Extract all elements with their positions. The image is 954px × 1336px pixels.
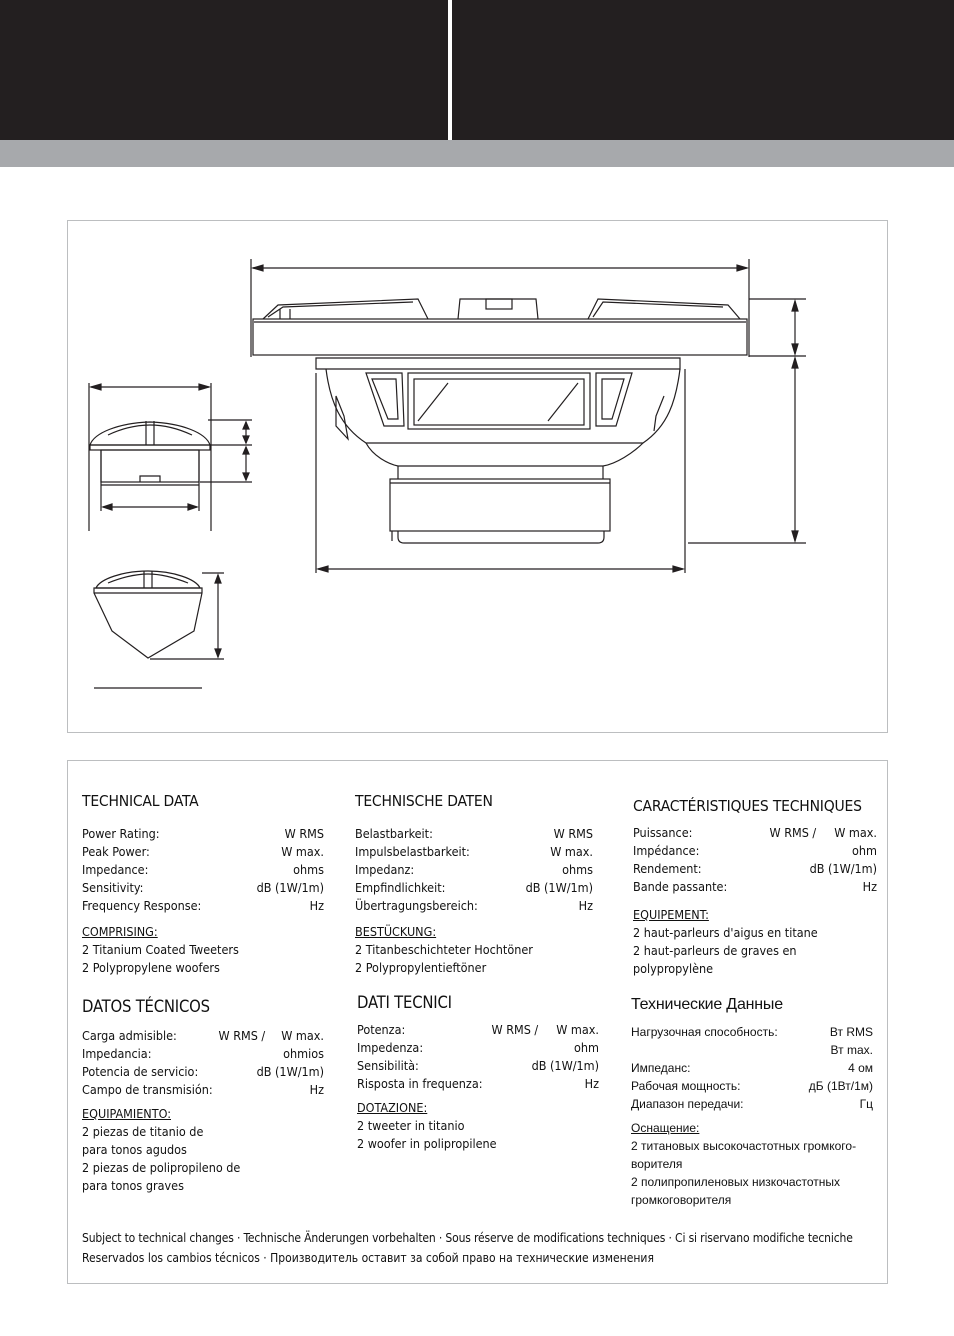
section-italian (357, 993, 599, 1153)
list-item: 2 tweeter in titanio (357, 1118, 465, 1133)
spec-row: Impedenza: ohm (357, 1040, 599, 1055)
comprising-heading: COMPRISING: (82, 924, 158, 939)
woofer-clip-left (336, 396, 348, 439)
comprising-heading: EQUIPAMIENTO: (82, 1106, 171, 1121)
spec-row: Risposta in frequenza: Hz (357, 1076, 599, 1091)
legal-footer (82, 1228, 877, 1268)
spec-row: Диапазон передачи: Гц (631, 1097, 873, 1111)
header-band (0, 140, 954, 167)
section-title: CARACTÉRISTIQUES TECHNIQUES (633, 797, 862, 815)
section-title: DATOS TÉCNICOS (82, 997, 210, 1016)
list-item: 2 Polypropylene woofers (82, 960, 220, 975)
woofer-top-ring (316, 358, 680, 369)
spec-row: Impédance: ohm (633, 843, 877, 858)
section-title: TECHNISCHE DATEN (355, 792, 493, 810)
dimension-drawing-panel (67, 220, 888, 733)
footer-line: Subject to technical changes · Technische Änderungen vorbehalten · Sous réserve de modifications techniques · Ci si riservano modifiche tecniche (82, 1231, 853, 1245)
tweeter-surface-housing (94, 588, 202, 658)
list-item: громкоговорителя (631, 1193, 732, 1207)
comprising-heading: BESTÜCKUNG: (355, 924, 437, 939)
spec-row: Impulsbelastbarkeit: W max. (355, 844, 593, 859)
speaker-dimension-drawing (68, 221, 887, 732)
list-item: para tonos agudos (82, 1142, 187, 1157)
list-item: 2 Polypropylentieftöner (355, 960, 487, 975)
section-title: Технические Данные (631, 996, 783, 1013)
spec-row: Puissance: W RMS / W max. (633, 825, 877, 840)
spec-row: Power Rating: W RMS (82, 826, 324, 841)
woofer-frame (253, 319, 747, 355)
list-item: 2 полипропиленовых низкочастотных (631, 1175, 841, 1189)
list-item: 2 Titanium Coated Tweeters (82, 942, 239, 957)
technical-data-panel (67, 760, 888, 1284)
spec-row: Campo de transmisión: Hz (82, 1082, 324, 1097)
spec-row: Potencia de servicio: dB (1W/1m) (82, 1064, 324, 1079)
comprising-heading: EQUIPEMENT: (633, 907, 709, 922)
spec-row: Bande passante: Hz (633, 879, 877, 894)
header-block-left (0, 0, 448, 140)
spec-row: Impedanz: ohms (355, 862, 593, 877)
section-russian (631, 995, 873, 1209)
spec-row: Belastbarkeit: W RMS (355, 826, 593, 841)
spec-row: Impedancia: ohmios (82, 1046, 324, 1061)
spec-row: Sensibilità: dB (1W/1m) (357, 1058, 599, 1073)
section-title: TECHNICAL DATA (82, 792, 199, 810)
footer-line: Reservados los cambios técnicos · Производитель оставит за собой право на технические изменения (82, 1251, 654, 1265)
comprising-heading: Оснащение: (631, 1121, 700, 1135)
spec-row: Рабочая мощность: дБ (1Вт/1м) (631, 1079, 873, 1093)
spec-row: Frequency Response: Hz (82, 898, 324, 913)
list-item: 2 haut-parleurs de graves en (633, 943, 797, 958)
spec-row: Empfindlichkeit: dB (1W/1m) (355, 880, 593, 895)
section-title: DATI TECNICI (357, 993, 452, 1012)
spec-row: Импеданс: 4 ом (631, 1061, 873, 1075)
list-item: 2 haut-parleurs d'aigus en titane (633, 925, 818, 940)
list-item: 2 Titanbeschichteter Hochtöner (355, 942, 533, 957)
tweeter-flush-body (101, 450, 199, 482)
comprising-heading: DOTAZIONE: (357, 1100, 428, 1115)
spec-row: Вт max. (830, 1043, 873, 1057)
list-item: 2 piezas de titanio de (82, 1124, 204, 1139)
spec-row: Peak Power: W max. (82, 844, 324, 859)
woofer-window (408, 373, 590, 429)
list-item: para tonos graves (82, 1178, 184, 1193)
woofer-basket (326, 369, 680, 443)
spec-row: Нагрузочная способность: Вт RMS (631, 1025, 873, 1039)
section-french (633, 796, 877, 978)
spec-row: Rendement: dB (1W/1m) (633, 861, 877, 876)
spec-row: Potenza: W RMS / W max. (357, 1022, 599, 1037)
list-item: polypropylène (633, 961, 714, 976)
spec-row: Impedance: ohms (82, 862, 324, 877)
spec-row: Sensitivity: dB (1W/1m) (82, 880, 324, 895)
spec-row: Übertragungsbereich: Hz (355, 898, 593, 913)
header-block-right (452, 0, 954, 140)
spec-row: Carga admisible: W RMS / W max. (82, 1028, 324, 1043)
section-german (355, 791, 593, 977)
section-english (82, 791, 324, 977)
list-item: 2 piezas de polipropileno de (82, 1160, 241, 1175)
section-spanish (82, 997, 324, 1195)
list-item: 2 титановых высокочастотных громкого- (631, 1139, 857, 1153)
list-item: 2 woofer in polipropilene (357, 1136, 497, 1151)
list-item: ворителя (631, 1157, 683, 1171)
woofer-magnet (390, 479, 610, 531)
